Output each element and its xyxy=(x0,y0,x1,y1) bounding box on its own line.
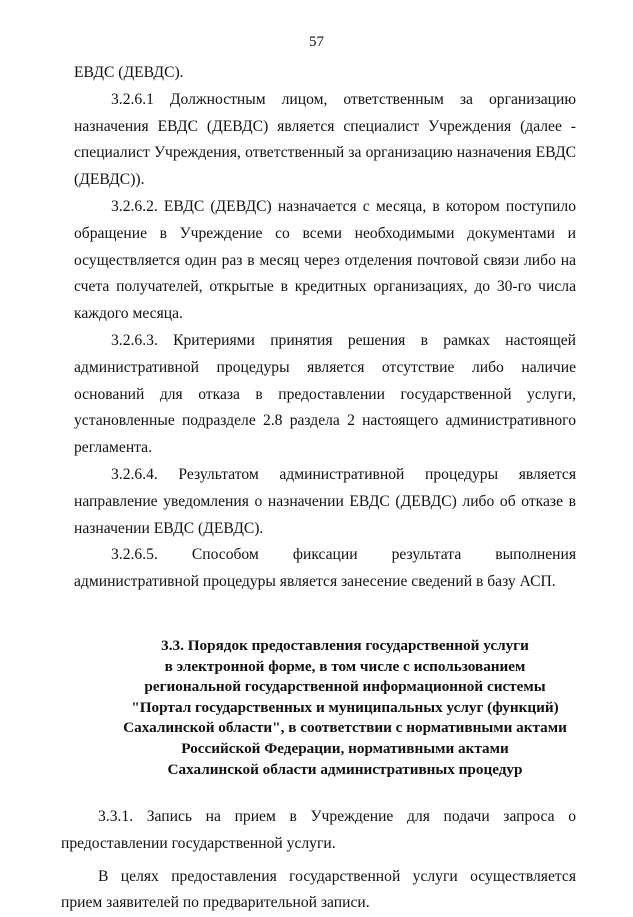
heading-line: Сахалинской области", в соответствии с нормативными актами xyxy=(123,719,567,737)
heading-line: Сахалинской области административных процедур xyxy=(167,760,523,778)
paragraph-3-3-1: 3.3.1. Запись на прием в Учреждение для подачи запроса о предоставлении государственной услуги. xyxy=(61,808,576,852)
paragraph-continuation: ЕВДС (ДЕВДС). xyxy=(74,64,184,81)
paragraph-3-2-6-4: 3.2.6.4. Результатом административной процедуры является направление уведомления о назначении ЕВДС (ДЕВДС) либо об отказе в назначении ЕВДС (ДЕВДС). xyxy=(74,465,576,537)
heading-line: в электронной форме, в том числе с использованием xyxy=(164,657,526,675)
heading-line: региональной государственной информационной системы xyxy=(144,678,546,696)
document-body xyxy=(61,60,576,917)
paragraph-3-2-6-2: 3.2.6.2. ЕВДС (ДЕВДС) назначается с месяца, в котором поступило обращение в Учреждение со всеми необходимыми документами и осуществляется один раз в месяц через отделения почтовой связи либо на счета получателей, открытые в кредитных организациях, до 30-го числа каждого месяца. xyxy=(74,197,576,323)
heading-line: "Портал государственных и муниципальных услуг (функций) xyxy=(131,698,559,716)
paragraph-3-2-6-3: 3.2.6.3. Критериями принятия решения в рамках настоящей административной процедуры является отсутствие либо наличие оснований для отказа в предоставлении государственной услуги, установленные подразделе 2.8 раздела 2 настоящего административного регламента. xyxy=(74,331,576,457)
page-number: 57 xyxy=(309,34,324,50)
heading-line: 3.3. Порядок предоставления государственной услуги xyxy=(161,636,529,654)
section-heading-3-3 xyxy=(74,636,576,780)
paragraph-3-2-6-1: 3.2.6.1 Должностным лицом, ответственным за организацию назначения ЕВДС (ДЕВДС) является специалист Учреждения (далее - специалист Учреждения, ответственный за организацию назначения ЕВДС (ДЕВДС)). xyxy=(74,90,576,189)
paragraph-3-2-6-5: 3.2.6.5. Способом фиксации результата выполнения административной процедуры является занесение сведений в базу АСП. xyxy=(74,546,576,591)
paragraph-preliminary-booking: В целях предоставления государственной услуги осуществляется прием заявителей по предварительной записи. xyxy=(61,867,576,912)
heading-line: Российской Федерации, нормативными актами xyxy=(181,739,509,757)
